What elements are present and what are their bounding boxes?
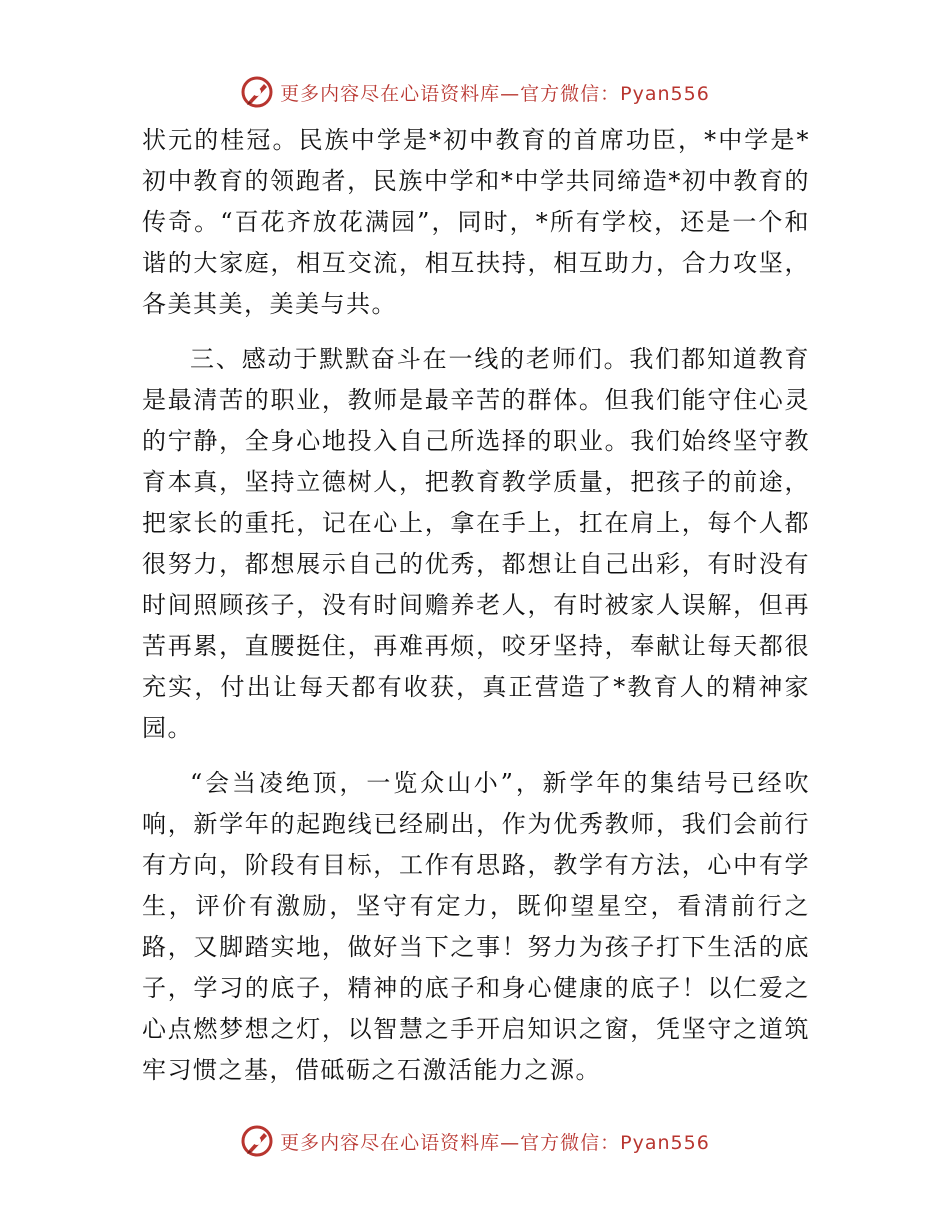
document-body <box>142 120 810 1105</box>
footer-banner <box>0 1121 950 1161</box>
pen-quill-logo-icon <box>240 1124 274 1158</box>
paragraph-section-three: 三、感动于默默奋斗在一线的老师们。我们都知道教育是最清苦的职业，教师是最辛苦的群体。但我们能守住心灵的宁静，全身心地投入自己所选择的职业。我们始终坚守教育本真，坚持立德树人，把教育教学质量，把孩子的前途，把家长的重托，记在心上，拿在手上，扛在肩上，每个人都很努力，都想展示自己的优秀，都想让自己出彩，有时没有时间照顾孩子，没有时间赡养老人，有时被家人误解，但再苦再累，直腰挺住，再难再烦，咬牙坚持，奉献让每天都很充实，付出让每天都有收获，真正营造了*教育人的精神家园。 <box>142 345 810 742</box>
paragraph-continuation: 状元的桂冠。民族中学是*初中教育的首席功臣，*中学是*初中教育的领跑者，民族中学和*中学共同缔造*初中教育的传奇。“百花齐放花满园”，同时，*所有学校，还是一个和谐的大家庭，相互交流，相互扶持，相互助力，合力攻坚，各美其美，美美与共。 <box>142 126 810 318</box>
header-banner <box>0 72 950 112</box>
header-banner-text: 更多内容尽在心语资料库—官方微信：Pyan556 <box>280 82 710 105</box>
pen-quill-logo-icon <box>240 75 274 109</box>
paragraph-closing: “会当凌绝顶，一览众山小”，新学年的集结号已经吹响，新学年的起跑线已经刷出，作为优秀教师，我们会前行有方向，阶段有目标，工作有思路，教学有方法，心中有学生，评价有激励，坚守有定力，既仰望星空，看清前行之路，又脚踏实地，做好当下之事！努力为孩子打下生活的底子，学习的底子，精神的底子和身心健康的底子！以仁爱之心点燃梦想之灯，以智慧之手开启知识之窗，凭坚守之道筑牢习惯之基，借砥砺之石激活能力之源。 <box>142 769 810 1084</box>
footer-banner-text: 更多内容尽在心语资料库—官方微信：Pyan556 <box>280 1131 710 1154</box>
